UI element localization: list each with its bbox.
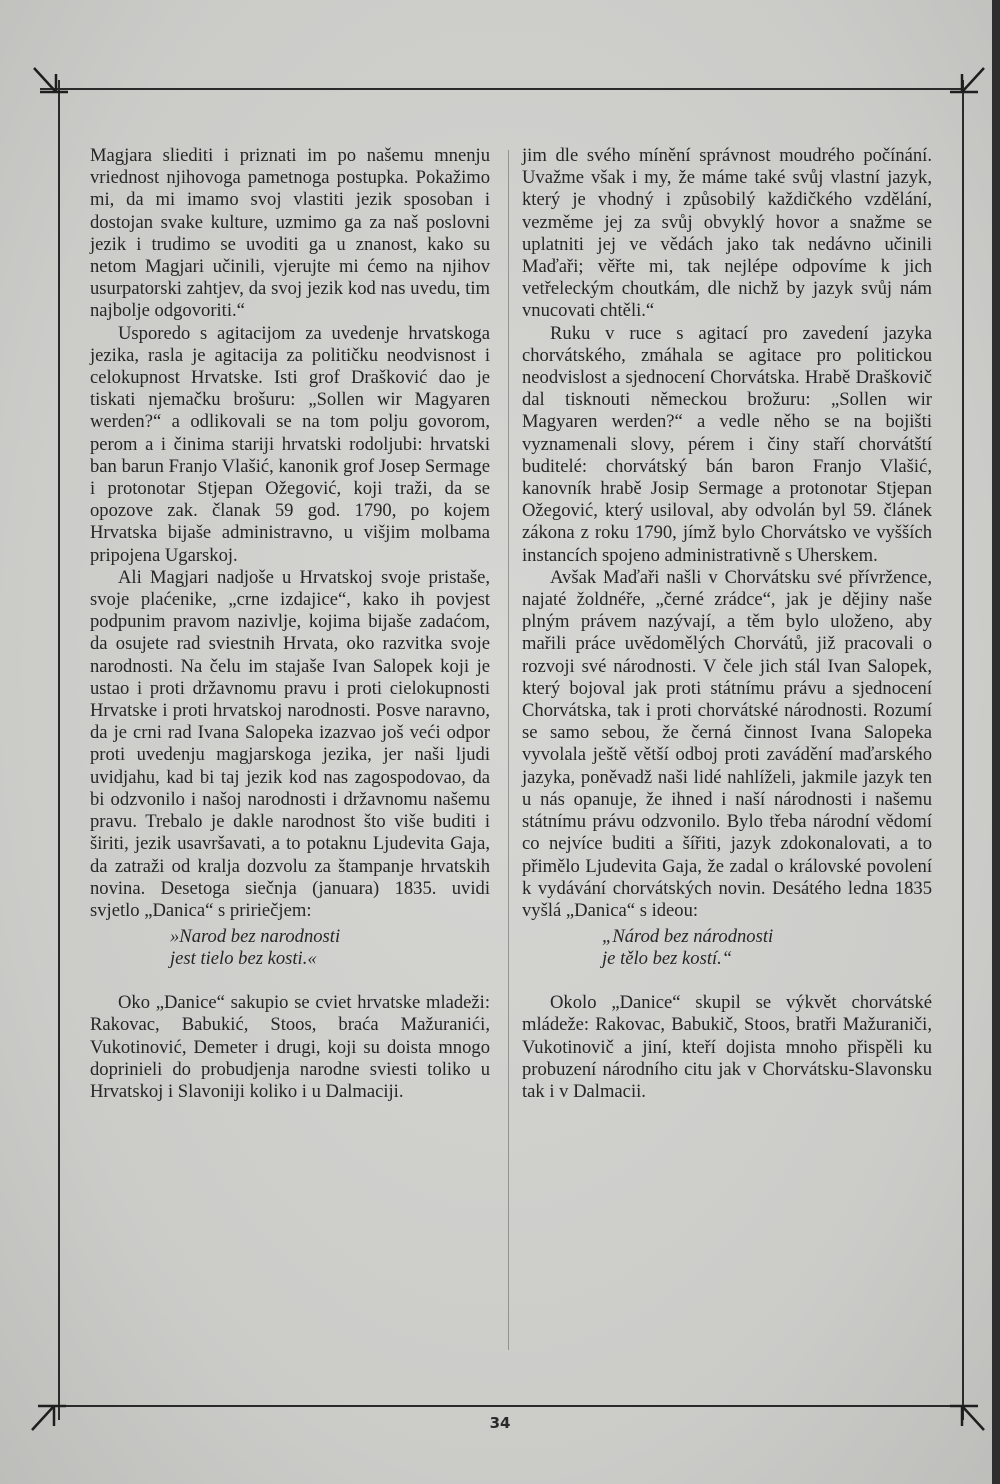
bottom-rule [40,1405,965,1407]
left-rule [58,80,60,1420]
quote-line: „Národ bez národnosti [602,926,774,948]
quote [90,926,490,970]
quote [522,926,932,970]
right-column [522,145,932,1103]
quote-line: »Narod bez narodnosti [170,926,341,948]
paragraph: Ali Magjari nadjoše u Hrvatskoj svoje pristaše, svoje plaćenike, „crne izdajice“, kako ih povjest podpunim pravom nazivlje, kojima bijaše zadaćom, da osujete rad sviestnih Hrvata, oko razvitka svoje narodnosti. Na čelu im stajaše Ivan Salopek koji je ustao i proti državnomu pravu i proti cielokupnosti Hrvatske i proti hrvatskoj narodnosti. Posve naravno, da je crni rad Ivana Salopeka izazvao još veći odpor proti uvedenju magjarskoga jezika, jer naši ljudi uvidjahu, kad bi taj jezik kod nas zagospodovao, da bi odzvonilo i našoj narodnosti i državnomu našemu pravu. Trebalo je dakle narodnost što više buditi i širiti, jezik usavršavati, a to potaknu Ljudevita Gaja, da zatraži od kralja dozvolu za štampanje hrvatskih novina. Desetoga siečnja (januara) 1835. uvidi svjetlo „Danica“ s pririečjem: [90,566,490,921]
scan-edge [992,0,1000,1484]
corner-mark-icon [30,62,70,102]
paragraph: Usporedo s agitacijom za uvedenje hrvatskoga jezika, rasla je agitacija za političku neodvisnost i celokupnost Hrvatske. Isti grof Drašković dao je tiskati njemačku brošuru: „Sollen wir Magyaren werden?“ a odlikovali se na tom polju govorom, perom a i činima stariji hrvatski rodoljubi: hrvatski ban barun Franjo Vlašić, kanonik grof Josep Sermage i protonotar Stjepan Ožegović, koji traži, da se opozove zak. članak 59 god. 1790, po kojem Hrvatska bijaše administravno, u višjim molbama pripojena Ugarskoj. [90,322,490,566]
paragraph: jim dle svého mínění správnost moudrého počínání. Uvažme však i my, že máme také svůj vlastní jazyk, který je vhodný i způsobilý každičkého vzdělání, vezměme jej za svůj obvyklý hovor a snažme se uplatniti jej ve vědách jako tak nedávno učinili Maďaři; věřte mi, tak nejlépe odpovíme k jich vetřeleckým choutkám, dle nichž by jazyk svůj nám vnucovati chtěli.“ [522,145,932,322]
paragraph: Magjara sliediti i priznati im po našemu mnenju vriednost njihovoga pametnoga postupka. Pokažimo mi, da mi imamo svoj vlastiti jezik sposoban i dostojan svake kulture, uzmimo ga za naš poslovni jezik i trudimo se uvoditi ga u znanost, kako su netom Magjari učinili, vjerujte mi ćemo na njihov usurpatorski zahtjev, da svoj jezik kod nas uvedu, tim najbolje odgovoriti.“ [90,145,490,322]
column-divider [508,150,509,1350]
paragraph: Avšak Maďaři našli v Chorvátsku své přívržence, najaté žoldnéře, „černé zrádce“, jak je dějiny naše plným právem nazývají, a těm bylo uloženo, aby mařili práce uvědomělých Chorvátů, již pracovali o rozvoji své národnosti. V čele jich stál Ivan Salopek, který bojoval jak proti státnímu právu a sjednocení Chorvátska, tak i proti chorvátské národnosti. Rozumí se samo sebou, že černá činnost Ivana Salopeka vyvolala ještě větší odboj proti zavádění maďarského jazyka, poněvadž naši lidé nahlíželi, jakmile jazyk ten u nás opanuje, že ihned i naší národnosti i našemu státnímu právu odzvonilo. Bylo třeba národní vědomí co nejvíce buditi a šířiti, jazyk zdokonalovati, a to přimělo Ljudevita Gaja, že zadal o královské povolení k vydávání chorvátských novin. Desátého ledna 1835 vyšlá „Danica“ s ideou: [522,566,932,921]
page-number: 34 [489,1414,511,1432]
corner-mark-icon [948,62,988,102]
right-rule [962,80,964,1420]
quote-line: je tělo bez kostí.“ [602,948,733,970]
paragraph: Ruku v ruce s agitací pro zavedení jazyka chorvátského, zmáhala se agitace pro politickou neodvislost a sjednocení Chorvátska. Hrabě Draškovič dal tisknouti německou brožuru: „Sollen wir Magyaren werden?“ a vedle něho se na bojišti vyznamenali slovy, pérem i činy staří chorvátští buditelé: chorvátský bán baron Franjo Vlašić, kanovník hrabě Josip Sermage a protonotar Stjepan Ožegović, který usiloval, aby odvolán byl 59. článek zákona z roku 1790, jímž bylo Chorvátsko ve vyšších instancích spojeno administrativně s Uherskem. [522,322,932,566]
left-column [90,145,490,1103]
quote-line: jest tielo bez kosti.« [170,948,317,970]
paragraph: Okolo „Danice“ skupil se výkvět chorvátské mládeže: Rakovac, Babukič, Stoos, bratři Mažuraniči, Vukotinovič a jiní, kteří dojista mnoho přispěli ku probuzení národního citu jak v Chorvátsku-Slavonsku tak i v Dalmacii. [522,992,932,1102]
paragraph: Oko „Danice“ sakupio se cviet hrvatske mladeži: Rakovac, Babukić, Stoos, braća Mažuranići, Vukotinović, Demeter i drugi, koji su doista mnogo doprinieli do probudjenja narodne sviesti toliko u Hrvatskoj i Slavoniji koliko i u Dalmaciji. [90,992,490,1102]
top-rule [40,88,965,90]
